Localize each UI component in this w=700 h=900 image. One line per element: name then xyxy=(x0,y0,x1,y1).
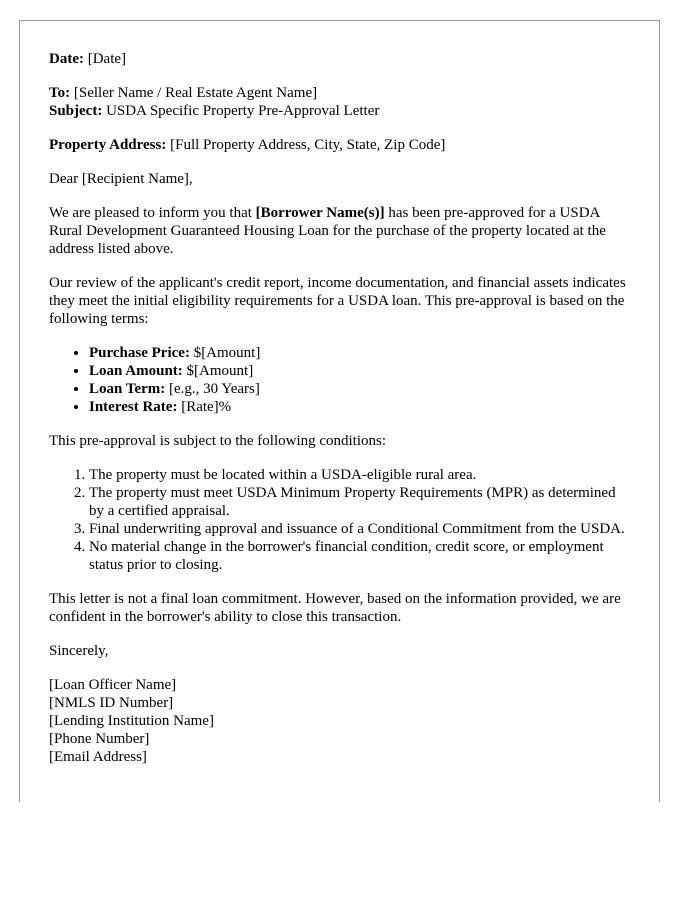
subject-value: USDA Specific Property Pre-Approval Letter xyxy=(106,103,380,119)
term-value: $[Amount] xyxy=(189,345,261,361)
subject-label: Subject: xyxy=(49,103,103,119)
condition-item: 1. The property must be located within a USDA-eligible rural area. xyxy=(89,466,629,484)
intro-before: We are pleased to inform you that xyxy=(49,205,256,221)
conditions-intro: This pre-approval is subject to the following conditions: xyxy=(49,433,387,449)
lending-institution: [Lending Institution Name] xyxy=(49,713,214,729)
closing-paragraph: This letter is not a final loan commitment. However, based on the information provided, we are confident in the borrower's ability to close this transaction. xyxy=(49,591,621,625)
to-value: [Seller Name / Real Estate Agent Name] xyxy=(73,85,318,101)
term-item xyxy=(89,344,629,362)
property-address-line xyxy=(49,136,629,154)
borrower-name: [Borrower Name(s)] xyxy=(255,205,385,221)
term-item xyxy=(89,362,629,380)
email-address: [Email Address] xyxy=(49,749,147,765)
date-label: Date: xyxy=(49,51,84,67)
signoff: Sincerely, xyxy=(49,643,109,659)
to-label: To: xyxy=(49,85,71,101)
condition-item: 4. No material change in the borrower's financial condition, credit score, or employment status prior to closing. xyxy=(89,538,629,574)
date-line xyxy=(49,50,629,68)
loan-officer-name: [Loan Officer Name] xyxy=(49,677,177,693)
term-label: Loan Amount: xyxy=(89,363,183,379)
term-item xyxy=(89,380,629,398)
review-paragraph: Our review of the applicant's credit report, income documentation, and financial assets indicates they meet the initial eligibility requirements for a USDA loan. This pre-approval is based on the following terms: xyxy=(49,275,626,327)
property-address-label: Property Address: xyxy=(49,137,167,153)
terms-list xyxy=(49,344,629,416)
nmls-id: [NMLS ID Number] xyxy=(49,695,174,711)
conditions-list xyxy=(49,466,629,574)
term-item xyxy=(89,398,629,416)
letter-page xyxy=(19,20,660,802)
term-value: [Rate]% xyxy=(177,399,232,415)
phone-number: [Phone Number] xyxy=(49,731,150,747)
intro-after: has been pre-approved for a USDA Rural Development Guaranteed Housing Loan for the purchase of the property located at the address listed above. xyxy=(49,205,606,257)
term-value: $[Amount] xyxy=(182,363,254,379)
to-line xyxy=(49,84,629,102)
term-value: [e.g., 30 Years] xyxy=(165,381,260,397)
term-label: Loan Term: xyxy=(89,381,166,397)
date-value: [Date] xyxy=(87,51,127,67)
term-label: Interest Rate: xyxy=(89,399,178,415)
condition-item: 2. The property must meet USDA Minimum Property Requirements (MPR) as determined by a certified appraisal. xyxy=(89,484,629,520)
salutation: Dear [Recipient Name], xyxy=(49,171,193,187)
property-address-value: [Full Property Address, City, State, Zip Code] xyxy=(170,137,446,153)
subject-line xyxy=(49,102,629,120)
signature-block xyxy=(49,676,629,766)
term-label: Purchase Price: xyxy=(89,345,190,361)
intro-paragraph xyxy=(49,204,629,258)
condition-item: 3. Final underwriting approval and issuance of a Conditional Commitment from the USDA. xyxy=(89,520,629,538)
